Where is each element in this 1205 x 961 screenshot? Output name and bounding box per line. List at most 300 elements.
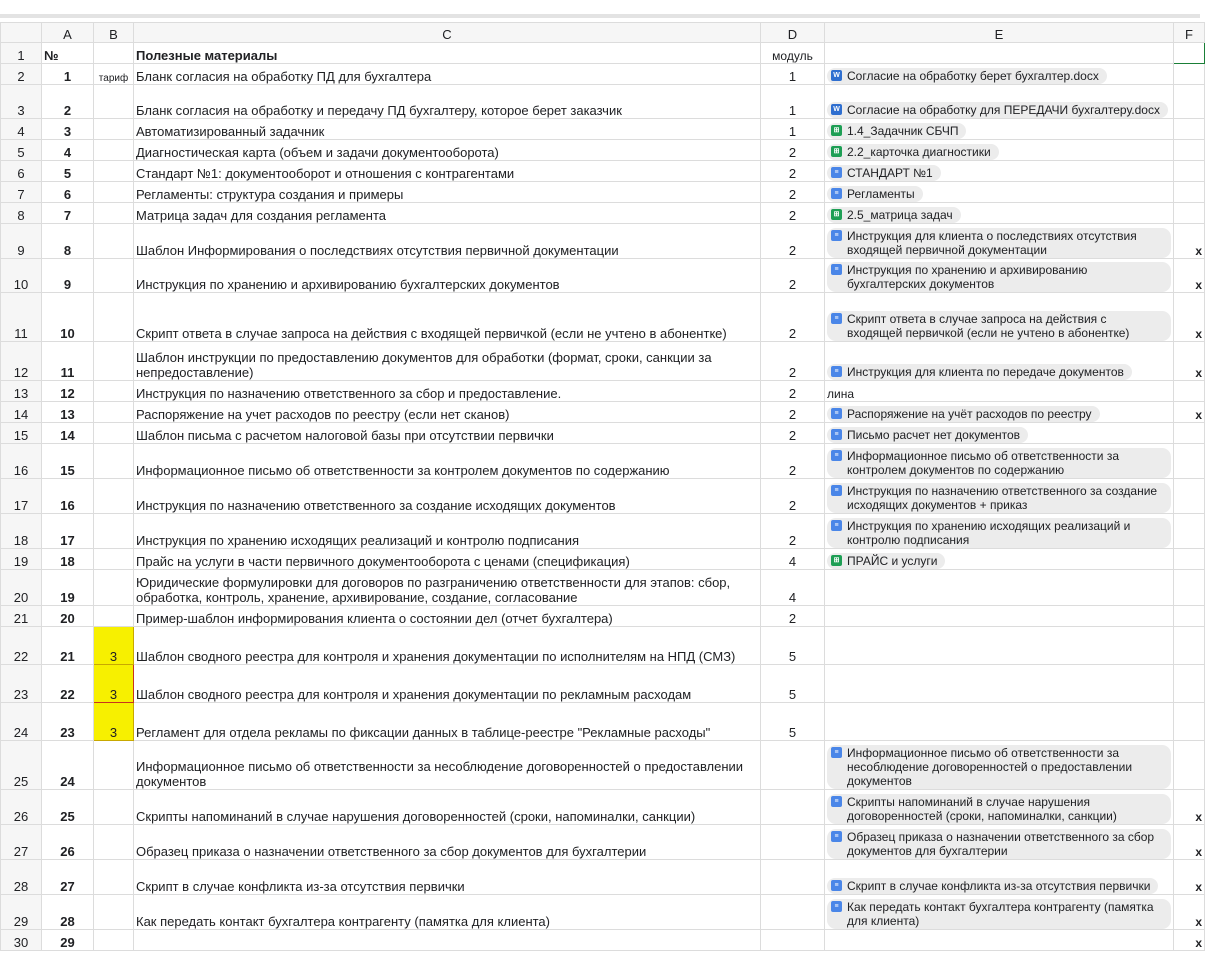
- column-header-e[interactable]: E: [825, 23, 1174, 43]
- table-row: [1, 85, 1205, 119]
- tariff-cell[interactable]: [94, 402, 134, 423]
- cell-f[interactable]: [1174, 259, 1205, 293]
- file-link-cell[interactable]: [825, 161, 1174, 182]
- cell-f[interactable]: [1174, 825, 1205, 860]
- number-cell[interactable]: 18: [42, 549, 94, 570]
- tariff-cell[interactable]: [94, 860, 134, 895]
- number-cell[interactable]: 9: [42, 259, 94, 293]
- row-number[interactable]: 25: [1, 741, 42, 790]
- tariff-cell[interactable]: [94, 606, 134, 627]
- docs-icon: ≡: [831, 366, 842, 377]
- file-chip-label: Инструкция для клиента по передаче документов: [847, 365, 1124, 379]
- module-cell[interactable]: 5: [761, 627, 825, 665]
- number-cell[interactable]: 24: [42, 741, 94, 790]
- cell-f[interactable]: [1174, 402, 1205, 423]
- row-number[interactable]: 17: [1, 479, 42, 514]
- file-chip-label: Как передать контакт бухгалтера контрагенту (памятка для клиента): [847, 900, 1154, 928]
- table-row: [1, 293, 1205, 342]
- material-title-cell[interactable]: Инструкция по хранению и архивированию бухгалтерских документов: [134, 259, 761, 293]
- module-cell[interactable]: 2: [761, 259, 825, 293]
- cell-f[interactable]: [1174, 627, 1205, 665]
- material-title-cell[interactable]: Диагностическая карта (объем и задачи документооборота): [134, 140, 761, 161]
- number-cell[interactable]: 13: [42, 402, 94, 423]
- number-cell[interactable]: 14: [42, 423, 94, 444]
- tariff-cell[interactable]: 3: [94, 703, 134, 741]
- cell-f[interactable]: [1174, 606, 1205, 627]
- number-cell[interactable]: 29: [42, 930, 94, 951]
- module-cell[interactable]: 2: [761, 423, 825, 444]
- file-chip[interactable]: [827, 899, 1171, 929]
- module-cell[interactable]: [761, 860, 825, 895]
- file-chip-label: Скрипт в случае конфликта из-за отсутствия первички: [847, 879, 1151, 893]
- module-cell[interactable]: 2: [761, 479, 825, 514]
- tariff-cell[interactable]: [94, 293, 134, 342]
- module-cell[interactable]: 2: [761, 381, 825, 402]
- marker-x: х: [1195, 915, 1202, 929]
- file-link-cell[interactable]: [825, 570, 1174, 606]
- module-cell[interactable]: 2: [761, 342, 825, 381]
- cell-f[interactable]: [1174, 224, 1205, 259]
- tariff-cell[interactable]: [94, 423, 134, 444]
- docs-icon: ≡: [831, 747, 842, 758]
- row-number[interactable]: 8: [1, 203, 42, 224]
- file-link-cell[interactable]: [825, 549, 1174, 570]
- title-header-cell[interactable]: Полезные материалы: [134, 43, 761, 64]
- docs-icon: ≡: [831, 230, 842, 241]
- material-title-cell[interactable]: Шаблон Информирования о последствиях отсутствия первичной документации: [134, 224, 761, 259]
- tariff-cell[interactable]: тариф: [94, 64, 134, 85]
- number-cell[interactable]: 6: [42, 182, 94, 203]
- row-number[interactable]: 29: [1, 895, 42, 930]
- sheets-icon: ⊞: [831, 125, 842, 136]
- docs-icon: ≡: [831, 901, 842, 912]
- row-number[interactable]: 10: [1, 259, 42, 293]
- number-cell[interactable]: 1: [42, 64, 94, 85]
- material-title-cell[interactable]: Распоряжение на учет расходов по реестру (если нет сканов): [134, 402, 761, 423]
- tariff-cell[interactable]: [94, 825, 134, 860]
- table-row: [1, 479, 1205, 514]
- material-title-cell[interactable]: Информационное письмо об ответственности за контролем документов по содержанию: [134, 444, 761, 479]
- material-title-cell[interactable]: Шаблон сводного реестра для контроля и хранения документации по рекламным расходам: [134, 665, 761, 703]
- number-cell[interactable]: 25: [42, 790, 94, 825]
- word-icon: W: [831, 104, 842, 115]
- number-cell[interactable]: 7: [42, 203, 94, 224]
- number-cell[interactable]: 2: [42, 85, 94, 119]
- cell-f[interactable]: [1174, 381, 1205, 402]
- file-chip[interactable]: [827, 518, 1171, 548]
- table-row: [1, 259, 1205, 293]
- tariff-cell[interactable]: [94, 895, 134, 930]
- number-cell[interactable]: 16: [42, 479, 94, 514]
- sheets-icon: ⊞: [831, 555, 842, 566]
- file-chip[interactable]: [827, 165, 941, 181]
- cell-f[interactable]: [1174, 703, 1205, 741]
- file-link-cell[interactable]: [825, 606, 1174, 627]
- table-row: [1, 825, 1205, 860]
- module-cell[interactable]: 4: [761, 549, 825, 570]
- row-number[interactable]: 15: [1, 423, 42, 444]
- module-cell[interactable]: [761, 790, 825, 825]
- spreadsheet-grid: [0, 22, 1205, 951]
- file-chip[interactable]: [827, 406, 1100, 422]
- tariff-cell[interactable]: 3: [94, 627, 134, 665]
- material-title-cell[interactable]: Инструкция по назначению ответственного за создание исходящих документов: [134, 479, 761, 514]
- table-row: [1, 140, 1205, 161]
- file-link-cell[interactable]: [825, 203, 1174, 224]
- table-row: [1, 860, 1205, 895]
- file-chip-label: Регламенты: [847, 187, 915, 201]
- file-link-cell[interactable]: [825, 895, 1174, 930]
- file-link-cell[interactable]: [825, 703, 1174, 741]
- cell-f[interactable]: [1174, 444, 1205, 479]
- number-cell[interactable]: 20: [42, 606, 94, 627]
- material-title-cell[interactable]: Прайс на услуги в части первичного документооборота с ценами (спецификация): [134, 549, 761, 570]
- number-cell[interactable]: 21: [42, 627, 94, 665]
- cell-f[interactable]: [1174, 895, 1205, 930]
- row-number[interactable]: 21: [1, 606, 42, 627]
- module-cell[interactable]: 2: [761, 402, 825, 423]
- plain-text: лина: [827, 387, 855, 401]
- material-title-cell[interactable]: Шаблон инструкции по предоставлению документов для обработки (формат, сроки, санкции за непредоставление): [134, 342, 761, 381]
- cell-f[interactable]: [1174, 119, 1205, 140]
- row-number[interactable]: 22: [1, 627, 42, 665]
- tariff-cell[interactable]: [94, 549, 134, 570]
- tariff-cell[interactable]: [94, 479, 134, 514]
- row-number[interactable]: 30: [1, 930, 42, 951]
- cell-f[interactable]: [1174, 85, 1205, 119]
- material-title-cell[interactable]: Матрица задач для создания регламента: [134, 203, 761, 224]
- table-row: [1, 627, 1205, 665]
- material-title-cell[interactable]: Шаблон письма с расчетом налоговой базы при отсутствии первички: [134, 423, 761, 444]
- file-link-cell[interactable]: [825, 64, 1174, 85]
- number-cell[interactable]: 11: [42, 342, 94, 381]
- marker-x: х: [1195, 880, 1202, 894]
- docs-icon: ≡: [831, 831, 842, 842]
- module-cell[interactable]: 5: [761, 665, 825, 703]
- row-number[interactable]: 24: [1, 703, 42, 741]
- number-cell[interactable]: 12: [42, 381, 94, 402]
- tariff-cell[interactable]: [94, 514, 134, 549]
- table-row: [1, 790, 1205, 825]
- number-cell[interactable]: 10: [42, 293, 94, 342]
- column-header-c[interactable]: C: [134, 23, 761, 43]
- file-chip[interactable]: [827, 228, 1171, 258]
- material-title-cell[interactable]: Бланк согласия на обработку и передачу ПД бухгалтеру, которое берет заказчик: [134, 85, 761, 119]
- module-cell[interactable]: 2: [761, 203, 825, 224]
- tariff-cell[interactable]: [94, 741, 134, 790]
- material-title-cell[interactable]: Образец приказа о назначении ответственного за сбор документов для бухгалтерии: [134, 825, 761, 860]
- marker-x: х: [1195, 278, 1202, 292]
- file-chip[interactable]: [827, 364, 1132, 380]
- material-title-cell[interactable]: Скрипты напоминаний в случае нарушения договоренностей (сроки, напоминалки, санкции): [134, 790, 761, 825]
- row-number[interactable]: 12: [1, 342, 42, 381]
- table-row: [1, 570, 1205, 606]
- tariff-cell[interactable]: [94, 85, 134, 119]
- table-row: [1, 930, 1205, 951]
- cell-b[interactable]: [94, 43, 134, 64]
- material-title-cell[interactable]: Регламент для отдела рекламы по фиксации данных в таблице-реестре "Рекламные расходы": [134, 703, 761, 741]
- row-number[interactable]: 6: [1, 161, 42, 182]
- material-title-cell[interactable]: Шаблон сводного реестра для контроля и хранения документации по исполнителям на НПД (СМЗ): [134, 627, 761, 665]
- file-chip[interactable]: [827, 483, 1171, 513]
- file-chip[interactable]: [827, 794, 1171, 824]
- row-number[interactable]: 4: [1, 119, 42, 140]
- row-number[interactable]: 16: [1, 444, 42, 479]
- file-chip[interactable]: [827, 186, 923, 202]
- file-chip-label: Информационное письмо об ответственности за несоблюдение договоренностей о предоставлении документов: [847, 746, 1133, 788]
- number-cell[interactable]: 27: [42, 860, 94, 895]
- file-chip-label: Информационное письмо об ответственности за контролем документов по содержанию: [847, 449, 1120, 477]
- file-chip[interactable]: [827, 123, 966, 139]
- number-header-cell[interactable]: №: [42, 43, 94, 64]
- row-number[interactable]: 5: [1, 140, 42, 161]
- file-link-cell[interactable]: [825, 825, 1174, 860]
- column-header-d[interactable]: D: [761, 23, 825, 43]
- number-cell[interactable]: 15: [42, 444, 94, 479]
- file-link-cell[interactable]: [825, 182, 1174, 203]
- row-number[interactable]: 2: [1, 64, 42, 85]
- file-chip-label: 2.2_карточка диагностики: [847, 145, 991, 159]
- material-title-cell[interactable]: Как передать контакт бухгалтера контрагенту (памятка для клиента): [134, 895, 761, 930]
- material-title-cell[interactable]: Стандарт №1: документооборот и отношения с контрагентами: [134, 161, 761, 182]
- row-number[interactable]: 27: [1, 825, 42, 860]
- file-link-cell[interactable]: [825, 85, 1174, 119]
- file-link-cell[interactable]: [825, 259, 1174, 293]
- file-link-cell[interactable]: [825, 514, 1174, 549]
- cell-f[interactable]: [1174, 182, 1205, 203]
- marker-x: х: [1195, 327, 1202, 341]
- marker-x: х: [1195, 408, 1202, 422]
- file-link-cell[interactable]: [825, 342, 1174, 381]
- cell-f[interactable]: [1174, 161, 1205, 182]
- file-chip-label: Согласие на обработку берет бухгалтер.docx: [847, 69, 1099, 83]
- row-number[interactable]: 26: [1, 790, 42, 825]
- docs-icon: ≡: [831, 796, 842, 807]
- cell-f[interactable]: [1174, 203, 1205, 224]
- word-icon: W: [831, 70, 842, 81]
- docs-icon: ≡: [831, 313, 842, 324]
- file-chip[interactable]: [827, 207, 961, 223]
- file-chip[interactable]: [827, 311, 1171, 341]
- row-number[interactable]: 9: [1, 224, 42, 259]
- file-link-cell[interactable]: [825, 381, 1174, 402]
- file-link-cell[interactable]: [825, 741, 1174, 790]
- tariff-cell[interactable]: [94, 790, 134, 825]
- tariff-cell[interactable]: [94, 259, 134, 293]
- corner-cell[interactable]: [1, 23, 42, 43]
- module-cell[interactable]: 2: [761, 161, 825, 182]
- file-link-cell[interactable]: [825, 444, 1174, 479]
- material-title-cell[interactable]: Информационное письмо об ответственности за несоблюдение договоренностей о предоставлении документов: [134, 741, 761, 790]
- file-chip[interactable]: [827, 68, 1107, 84]
- material-title-cell[interactable]: Автоматизированный задачник: [134, 119, 761, 140]
- module-cell[interactable]: [761, 930, 825, 951]
- material-title-cell[interactable]: Инструкция по назначению ответственного за сбор и предоставление.: [134, 381, 761, 402]
- module-cell[interactable]: 5: [761, 703, 825, 741]
- row-number[interactable]: 20: [1, 570, 42, 606]
- module-cell[interactable]: 1: [761, 64, 825, 85]
- cell-f[interactable]: [1174, 479, 1205, 514]
- file-link-cell[interactable]: [825, 402, 1174, 423]
- number-cell[interactable]: 23: [42, 703, 94, 741]
- module-cell[interactable]: 2: [761, 444, 825, 479]
- module-cell[interactable]: 2: [761, 606, 825, 627]
- number-cell[interactable]: 19: [42, 570, 94, 606]
- number-cell[interactable]: 22: [42, 665, 94, 703]
- cell-f[interactable]: [1174, 930, 1205, 951]
- file-chip[interactable]: [827, 553, 945, 569]
- cell-f[interactable]: [1174, 570, 1205, 606]
- material-title-cell[interactable]: Инструкция по хранению исходящих реализаций и контролю подписания: [134, 514, 761, 549]
- docs-icon: ≡: [831, 429, 842, 440]
- marker-x: х: [1195, 810, 1202, 824]
- row-number[interactable]: 13: [1, 381, 42, 402]
- material-title-cell[interactable]: Бланк согласия на обработку ПД для бухгалтера: [134, 64, 761, 85]
- row-number[interactable]: 28: [1, 860, 42, 895]
- file-chip[interactable]: [827, 102, 1168, 118]
- number-cell[interactable]: 26: [42, 825, 94, 860]
- docs-icon: ≡: [831, 408, 842, 419]
- table-row: [1, 703, 1205, 741]
- docs-icon: ≡: [831, 167, 842, 178]
- tariff-cell[interactable]: [94, 570, 134, 606]
- cell-f[interactable]: [1174, 64, 1205, 85]
- material-title-cell[interactable]: Скрипт в случае конфликта из-за отсутствия первички: [134, 860, 761, 895]
- tariff-cell[interactable]: [94, 203, 134, 224]
- file-link-cell[interactable]: [825, 627, 1174, 665]
- file-link-cell[interactable]: [825, 224, 1174, 259]
- number-cell[interactable]: 8: [42, 224, 94, 259]
- file-chip-label: Скрипт ответа в случае запроса на действия с входящей первичкой (если не учтено в абоненткe): [847, 312, 1130, 340]
- module-cell[interactable]: 2: [761, 224, 825, 259]
- cell-f[interactable]: [1174, 860, 1205, 895]
- number-cell[interactable]: 3: [42, 119, 94, 140]
- file-chip[interactable]: [827, 448, 1171, 478]
- table-row: [1, 119, 1205, 140]
- file-link-cell[interactable]: [825, 479, 1174, 514]
- tariff-cell[interactable]: [94, 224, 134, 259]
- row-number[interactable]: 23: [1, 665, 42, 703]
- tariff-cell[interactable]: [94, 140, 134, 161]
- row-number[interactable]: 3: [1, 85, 42, 119]
- row-number[interactable]: 1: [1, 43, 42, 64]
- file-chip[interactable]: [827, 262, 1171, 292]
- row-number[interactable]: 7: [1, 182, 42, 203]
- module-cell[interactable]: [761, 741, 825, 790]
- tariff-cell[interactable]: [94, 381, 134, 402]
- cell-f[interactable]: [1174, 790, 1205, 825]
- material-title-cell[interactable]: [134, 930, 761, 951]
- selected-cell[interactable]: [1174, 43, 1205, 64]
- file-chip[interactable]: [827, 144, 999, 160]
- marker-x: х: [1195, 936, 1202, 950]
- tariff-cell[interactable]: [94, 342, 134, 381]
- cell-f[interactable]: [1174, 293, 1205, 342]
- material-title-cell[interactable]: Регламенты: структура создания и примеры: [134, 182, 761, 203]
- file-link-cell[interactable]: [825, 860, 1174, 895]
- file-chip-label: Инструкция по назначению ответственного за создание исходящих документов + приказ: [847, 484, 1158, 512]
- column-header-a[interactable]: A: [42, 23, 94, 43]
- file-chip-label: Скрипты напоминаний в случае нарушения договоренностей (сроки, напоминалки, санкции): [847, 795, 1117, 823]
- file-link-cell[interactable]: [825, 293, 1174, 342]
- table-row: [1, 203, 1205, 224]
- row-number[interactable]: 18: [1, 514, 42, 549]
- tariff-cell[interactable]: [94, 119, 134, 140]
- docs-icon: ≡: [831, 264, 842, 275]
- number-cell[interactable]: 4: [42, 140, 94, 161]
- file-chip[interactable]: [827, 745, 1171, 789]
- file-chip[interactable]: [827, 427, 1028, 443]
- file-link-cell[interactable]: [825, 790, 1174, 825]
- cell-f[interactable]: [1174, 342, 1205, 381]
- module-cell[interactable]: 2: [761, 293, 825, 342]
- tariff-cell[interactable]: [94, 444, 134, 479]
- marker-x: х: [1195, 244, 1202, 258]
- file-chip-label: Инструкция по хранению и архивированию бухгалтерских документов: [847, 263, 1088, 291]
- file-chip[interactable]: [827, 878, 1158, 894]
- module-cell[interactable]: 1: [761, 85, 825, 119]
- file-chip[interactable]: [827, 829, 1171, 859]
- cell-f[interactable]: [1174, 665, 1205, 703]
- table-row: [1, 895, 1205, 930]
- module-cell[interactable]: 2: [761, 514, 825, 549]
- tariff-cell[interactable]: [94, 161, 134, 182]
- material-title-cell[interactable]: Юридические формулировки для договоров по разграничению ответственности для этапов: сбор, обработка, контроль, хранение, архивирование, создание, согласование: [134, 570, 761, 606]
- module-cell[interactable]: 2: [761, 140, 825, 161]
- cell-e[interactable]: [825, 43, 1174, 64]
- file-link-cell[interactable]: [825, 930, 1174, 951]
- file-link-cell[interactable]: [825, 140, 1174, 161]
- module-header-cell[interactable]: модуль: [761, 43, 825, 64]
- file-link-cell[interactable]: [825, 119, 1174, 140]
- module-cell[interactable]: 1: [761, 119, 825, 140]
- cell-f[interactable]: [1174, 741, 1205, 790]
- tariff-cell[interactable]: [94, 930, 134, 951]
- row-number[interactable]: 11: [1, 293, 42, 342]
- file-link-cell[interactable]: [825, 665, 1174, 703]
- cell-f[interactable]: [1174, 514, 1205, 549]
- cell-f[interactable]: [1174, 140, 1205, 161]
- material-title-cell[interactable]: Скрипт ответа в случае запроса на действия с входящей первичкой (если не учтено в абоненткe): [134, 293, 761, 342]
- number-cell[interactable]: 5: [42, 161, 94, 182]
- docs-icon: ≡: [831, 450, 842, 461]
- file-chip-label: 1.4_Задачник СБЧП: [847, 124, 959, 138]
- table-row: [1, 444, 1205, 479]
- module-cell[interactable]: [761, 895, 825, 930]
- marker-x: х: [1195, 366, 1202, 380]
- file-chip-label: Письмо расчет нет документов: [847, 428, 1021, 442]
- module-cell[interactable]: 4: [761, 570, 825, 606]
- row-number[interactable]: 19: [1, 549, 42, 570]
- cell-f[interactable]: [1174, 423, 1205, 444]
- marker-x: х: [1195, 845, 1202, 859]
- material-title-cell[interactable]: Пример-шаблон информирования клиента о состоянии дел (отчет бухгалтера): [134, 606, 761, 627]
- module-cell[interactable]: [761, 825, 825, 860]
- table-row: [1, 741, 1205, 790]
- column-header-f[interactable]: F: [1174, 23, 1205, 43]
- row-number[interactable]: 14: [1, 402, 42, 423]
- table-row: [1, 665, 1205, 703]
- file-link-cell[interactable]: [825, 423, 1174, 444]
- tariff-cell[interactable]: 3: [94, 665, 134, 703]
- number-cell[interactable]: 17: [42, 514, 94, 549]
- column-header-b[interactable]: B: [94, 23, 134, 43]
- module-cell[interactable]: 2: [761, 182, 825, 203]
- file-chip-label: СТАНДАРТ №1: [847, 166, 933, 180]
- tariff-cell[interactable]: [94, 182, 134, 203]
- number-cell[interactable]: 28: [42, 895, 94, 930]
- cell-f[interactable]: [1174, 549, 1205, 570]
